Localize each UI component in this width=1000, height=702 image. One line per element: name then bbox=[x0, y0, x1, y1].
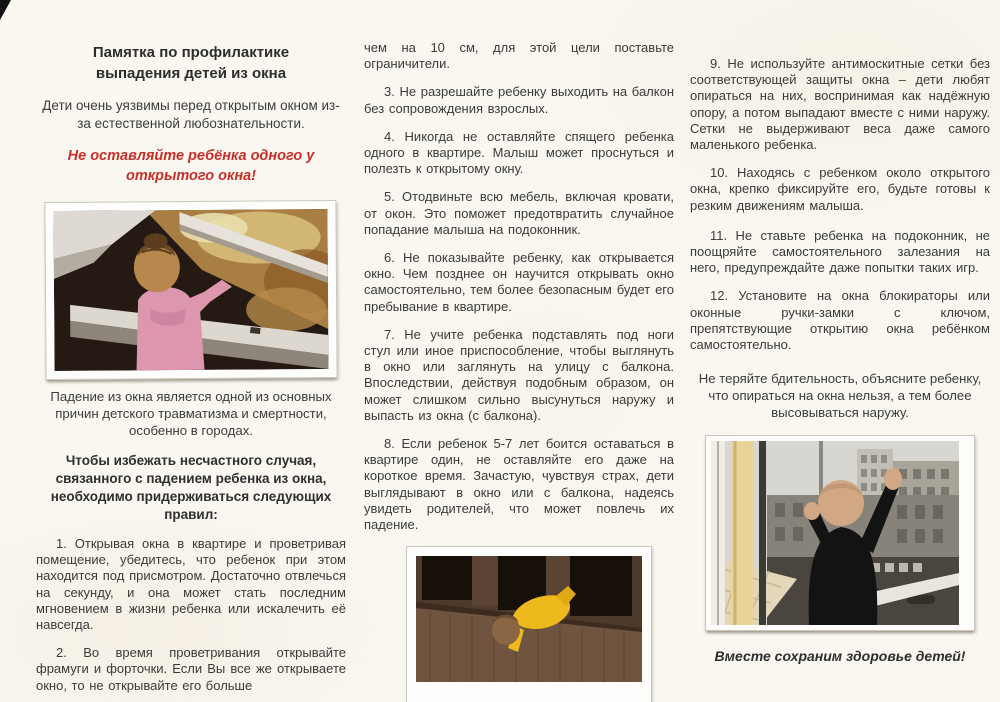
rule-8-text: 8. Если ребенок 5-7 лет боится оставаться в квартире один, не оставляйте его даже на короткое время. Зачастую, чувствуя страх, дети выглядывают в окно или с балкона, надеясь увидеть родителей, что может повлечь их падение. bbox=[364, 436, 674, 533]
intro-text: Дети очень уязвимы перед открытым окном из-за естественной любознательности. bbox=[42, 98, 340, 131]
warning-text: Не оставляйте ребёнка одного у открытого окна! bbox=[67, 148, 315, 184]
toddler-at-glass-wall-illustration bbox=[711, 441, 959, 625]
rule-11-text: 11. Не ставьте ребенка на подоконник, не поощряйте самостоятельного залезания на него, предупреждайте даже попытки таких игр. bbox=[690, 227, 990, 276]
column-left bbox=[36, 40, 346, 694]
rule-12-text: 12. Установите на окна блокираторы или оконные ручки-замки с ключом, препятствующие открытию окна ребёнком самостоятельно. bbox=[690, 288, 990, 353]
rule-6-text: 6. Не показывайте ребенку, как открывается окно. Чем позднее он научится открывать окно самостоятельно, тем более безопасным будет его пребывание в квартире. bbox=[364, 250, 674, 314]
photo1-caption: Падение из окна является одной из основных причин детского травматизма и смертности, особенно в городах. bbox=[50, 389, 332, 438]
rule-4-text: 4. Никогда не оставляйте спящего ребенка одного в квартире. Малыш может проснуться и полезть к открытому окну. bbox=[364, 128, 674, 177]
page-title: Памятка по профилактике выпадения детей из окна bbox=[92, 44, 290, 82]
scan-corner-artifact bbox=[0, 0, 11, 20]
child-over-balcony-photo bbox=[406, 546, 652, 702]
rule-2-text-part1: 2. Во время проветривания открывайте фрамуги и форточки. Если Вы все же открываете окно, то не открывайте его больше bbox=[36, 645, 346, 693]
rule-10-text: 10. Находясь с ребенком около открытого окна, крепко фиксируйте его, будьте готовы к резким движениям малыша. bbox=[690, 165, 990, 213]
toddler-at-window-photo bbox=[44, 200, 337, 380]
rule-2-text-part2: чем на 10 см, для этой цели поставьте ограничители. bbox=[364, 40, 674, 72]
rules-heading: Чтобы избежать несчастного случая, связанного с падением ребенка из окна, необходимо придерживаться следующих правил: bbox=[50, 453, 332, 522]
slogan-text: Вместе сохраним здоровье детей! bbox=[714, 648, 966, 665]
rule-5-text: 5. Отодвиньте всю мебель, включая кровати, от окон. Это поможет предотвратить случайное попадание малыша на подоконник. bbox=[364, 189, 674, 237]
column-middle bbox=[364, 40, 674, 702]
rule-3-text: 3. Не разрешайте ребенку выходить на балкон без сопровождения взрослых. bbox=[364, 84, 674, 116]
column-right bbox=[690, 44, 990, 664]
rule-9-text: 9. Не используйте антимоскитные сетки без соответствующей защиты окна – дети любят опираться на них, воспринимая как надёжную опору, а потом выпадают вместе с ними наружу. Сетки не выдерживают веса даже самого маленького ребенка. bbox=[690, 56, 990, 153]
closing-text: Не теряйте бдительность, объясните ребенку, что опираться на окна нельзя, а тем более высовываться наружу. bbox=[698, 371, 982, 421]
toddler-at-window-illustration bbox=[53, 209, 328, 371]
rule-1-text: 1. Открывая окна в квартире и проветривая помещение, убедитесь, что ребенок при этом находится под присмотром. Достаточно отвлечься на секунду, и она может стать последним мгновением в жизни ребенка или искалечить её навсегда. bbox=[36, 536, 346, 633]
child-over-balcony-illustration bbox=[416, 556, 642, 682]
rule-7-text: 7. Не учите ребенка подставлять под ноги стул или иное приспособление, чтобы выглянуть в окно или заглянуть на улицу с балкона. Впоследствии, действуя подобным образом, он может слишком сильно высунуться наружу и выпасть из окна (с балкона). bbox=[364, 326, 674, 423]
toddler-at-glass-wall-photo bbox=[705, 435, 975, 631]
